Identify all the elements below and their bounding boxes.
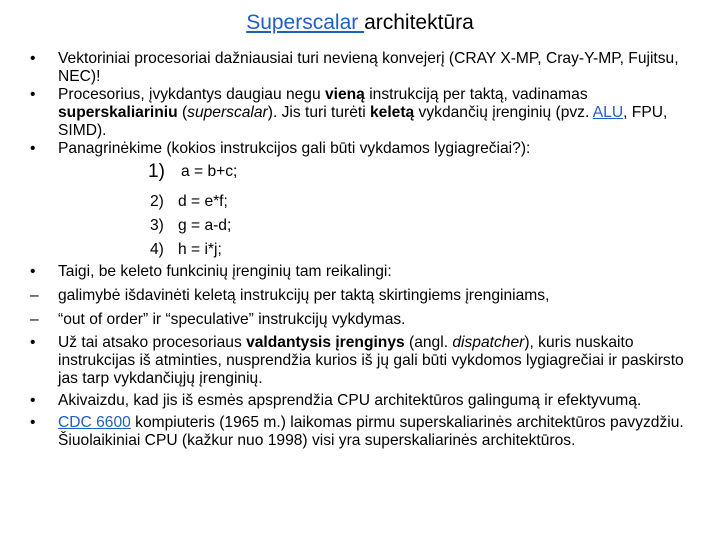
text-run: Už tai atsako procesoriaus xyxy=(58,334,247,351)
dash-out-of-order xyxy=(28,311,703,329)
code-text: g = a-d; xyxy=(178,217,232,234)
code-line-1 xyxy=(148,158,703,186)
code-line-2 xyxy=(150,190,703,214)
dash-text: galimybė išdavinėti keletą instrukcijų per taktą skirtingiems įrenginiams, xyxy=(58,287,550,304)
bullet-obviously xyxy=(28,392,703,410)
dash-multiple-issue xyxy=(28,287,703,305)
bullet-marker: • xyxy=(30,86,36,103)
code-number: 1) xyxy=(148,161,165,182)
bullet-dispatcher xyxy=(28,334,703,388)
code-text: a = b+c; xyxy=(181,163,238,180)
text-run: (angl. xyxy=(404,334,453,351)
slide-title xyxy=(0,10,720,36)
bullet-vector-processors xyxy=(28,50,703,86)
text-run: ). Jis turi turėti xyxy=(267,104,370,121)
text-run: ( xyxy=(177,104,188,121)
dash-marker: – xyxy=(30,311,39,328)
dash-marker: – xyxy=(30,287,39,304)
term-superscalar: superscalar xyxy=(187,104,268,121)
bullet-therefore xyxy=(28,263,703,281)
text-run: instrukciją per taktą, vadinamas xyxy=(364,86,588,103)
title-text: architektūra xyxy=(364,11,474,34)
cdc-6600-link[interactable]: CDC 6600 xyxy=(58,414,131,431)
bullet-cdc6600 xyxy=(28,414,703,450)
bullet-text: Panagrinėkime (kokios instrukcijos gali būti vykdamos lygiagrečiai?): xyxy=(58,140,531,157)
bullet-marker: • xyxy=(30,334,36,351)
bullet-marker: • xyxy=(30,263,36,280)
code-number: 2) xyxy=(150,193,164,210)
code-number: 4) xyxy=(150,241,164,258)
bullet-text: Vektoriniai procesoriai dažniausiai turi nevieną konvejerį (CRAY X-MP, Cray-Y-MP, Fujitsu, NEC)! xyxy=(58,50,679,85)
bullet-superscalar-definition xyxy=(28,86,703,140)
emphasis-several: keletą xyxy=(370,104,415,121)
bullet-text: Akivaizdu, kad jis iš esmės apsprendžia CPU architektūros galingumą ir efektyvumą. xyxy=(58,392,642,409)
emphasis-superscalar: superskaliariniu xyxy=(58,104,178,121)
text-run: kompiuteris (1965 m.) laikomas pirmu superskaliarinės architektūros pavyzdžiu. Šiuolaikiniai CPU (kažkur nuo 1998) visi yra superskaliarinės architektūros. xyxy=(58,414,684,449)
text-run: vykdančių įrenginių (pvz. xyxy=(414,104,593,121)
bullet-marker: • xyxy=(30,392,36,409)
bullet-examine xyxy=(28,140,703,158)
code-line-3 xyxy=(150,214,703,238)
bullet-marker: • xyxy=(30,414,36,431)
text-run: , FPU, SIMD). xyxy=(58,104,668,139)
bullet-marker: • xyxy=(30,140,36,157)
code-line-4 xyxy=(150,238,703,262)
code-number: 3) xyxy=(150,217,164,234)
bullet-list xyxy=(28,50,703,450)
text-run: Procesorius, įvykdantys daugiau negu xyxy=(58,86,325,103)
text-run: ), kuris nuskaito instrukcijas iš atminties, nusprendžia kurios iš jų gali būti vykdomos lygiagrečiai ir paskirsto jas tarp vykdančiųjų įrenginių. xyxy=(58,334,684,387)
dash-text: “out of order” ir “speculative” instrukcijų vykdymas. xyxy=(58,311,406,328)
title-link[interactable]: Superscalar xyxy=(246,11,365,34)
bullet-marker: • xyxy=(30,50,36,67)
bullet-text: Taigi, be keleto funkcinių įrenginių tam reikalingi: xyxy=(58,263,392,280)
term-dispatcher: dispatcher xyxy=(452,334,525,351)
code-text: d = e*f; xyxy=(178,193,228,210)
alu-link[interactable]: ALU xyxy=(592,104,624,121)
emphasis-one: vieną xyxy=(324,86,365,103)
emphasis-control-unit: valdantysis įrenginys xyxy=(246,334,405,351)
code-text: h = i*j; xyxy=(178,241,222,258)
